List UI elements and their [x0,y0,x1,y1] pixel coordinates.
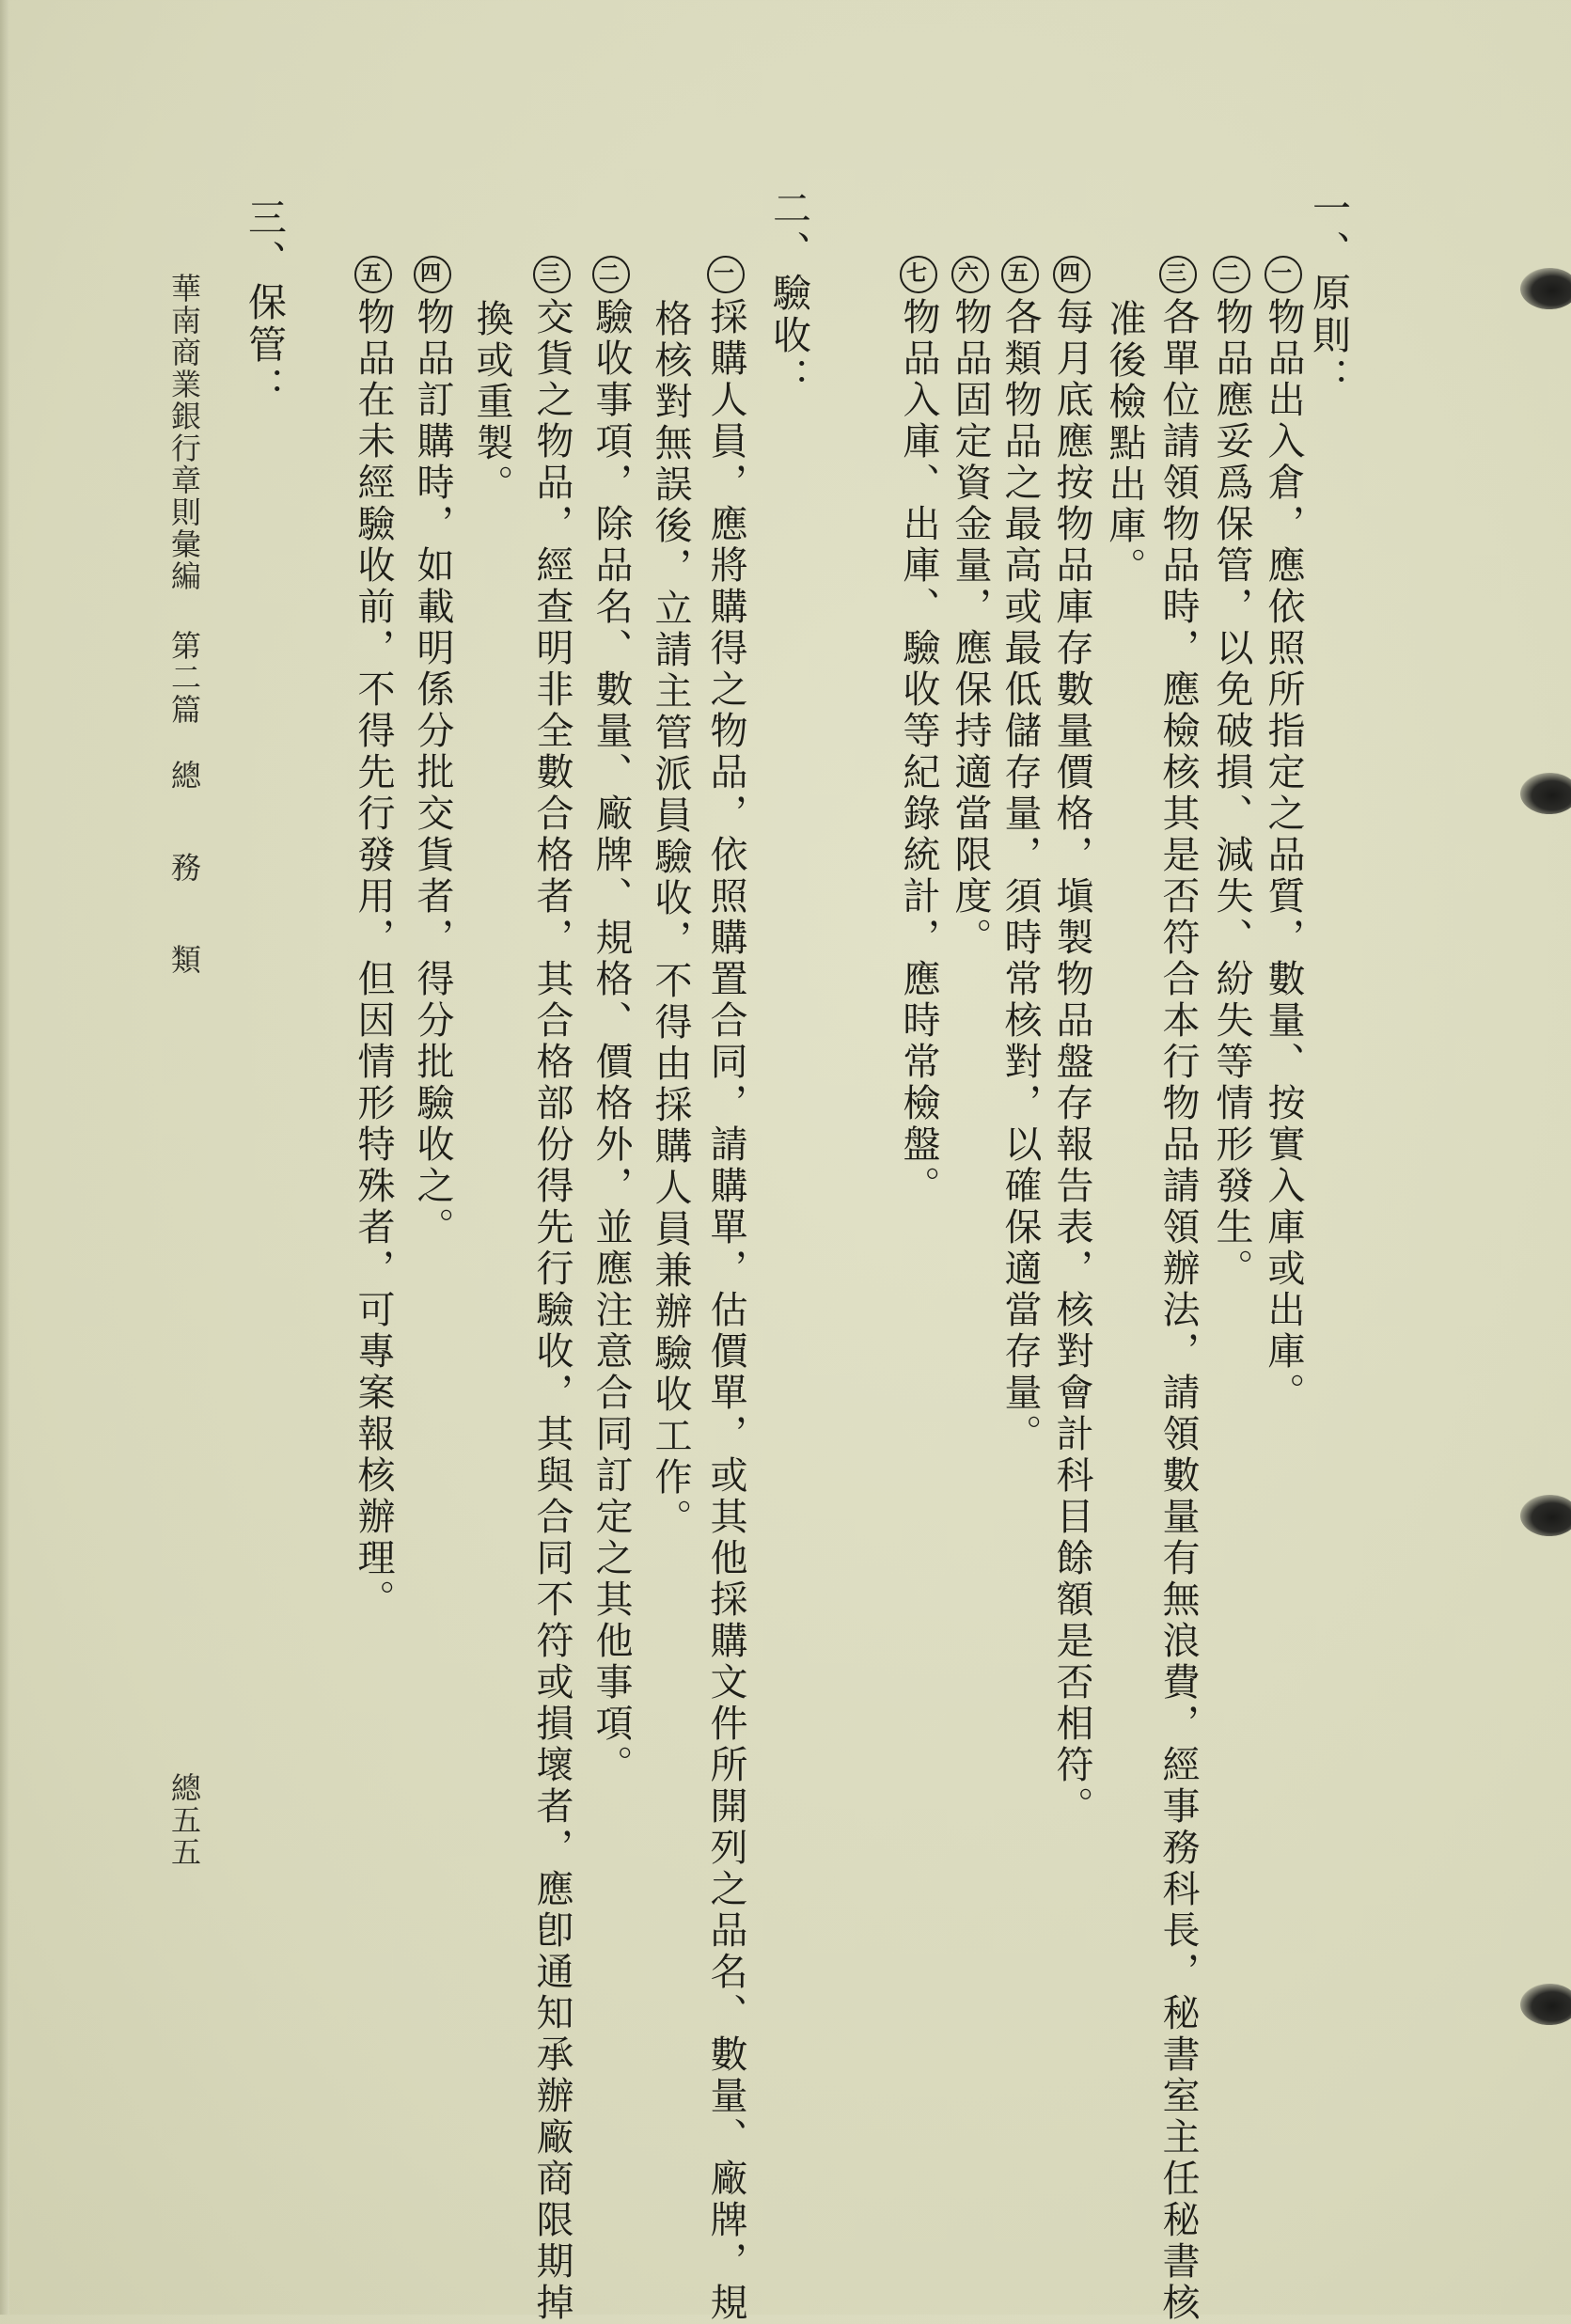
section-1-item-7 [897,256,940,1207]
item-text: 物品在未經驗收前，不得先行發用，但因情形特殊者，可專案報核辦理。 [352,297,395,1621]
circled-number-3: 三 [1159,256,1197,293]
binder-hole-icon [1520,268,1571,309]
circled-number-4: 四 [1053,256,1091,293]
item-text: 物品固定資金量，應保持適當限度。 [949,297,992,959]
item-text: 各類物品之最高或最低儲存量，須時常核對，以確保適當存量。 [998,297,1042,1455]
book-title: 華南商業銀行章則彙編 [166,273,202,592]
page-left-edge [0,0,9,2315]
category-char-2: 務 [166,852,202,884]
item-text: 物品入庫、出庫、驗收等紀錄統計，應時常檢盤。 [897,297,940,1207]
page-number: 總五五 [166,1772,202,1868]
item-text: 各單位請領物品時，應檢核其是否符合本行物品請領辦法，請領數量有無浪費，經事務科長，秘書室主任秘書核 [1156,297,1200,2324]
section-2-heading: 二、驗收： [766,188,811,400]
running-footer [166,273,202,976]
section-1-item-3 [1156,256,1200,2324]
item-text: 每月底應按物品庫存數量價格，塡製物品盤存報告表，核對會計科目餘額是否相符。 [1050,297,1093,1828]
section-2-item-1-continued: 格核對無誤後，立請主管派員驗收，不得由採購人員兼辦驗收工作。 [649,299,692,1540]
circled-number-2: 二 [1213,256,1250,293]
item-text: 驗收事項，除品名、數量、廠牌、規格、價格外，並應注意合同訂定之其他事項。 [589,297,633,1786]
binder-hole-icon [1520,773,1571,814]
circled-number-1: 一 [1265,256,1302,293]
circled-number-2: 二 [592,256,630,293]
circled-number-3: 三 [533,256,571,293]
circled-number-5: 五 [1001,256,1039,293]
binder-hole-icon [1520,1984,1571,2025]
section-2-item-2 [589,256,633,1786]
section-1-item-5 [998,256,1042,1455]
item-text: 物品出入倉，應依照所指定之品質，數量、按實入庫或出庫。 [1262,297,1305,1414]
category-char-1: 總 [166,760,202,792]
item-text: 物品訂購時，如載明係分批交貨者，得分批驗收之。 [411,297,454,1248]
section-1-item-3-continued: 准後檢點出庫。 [1103,299,1146,589]
circled-number-6: 六 [951,256,989,293]
item-text: 物品應妥爲保管，以免破損、減失、紛失等情形發生。 [1210,297,1253,1290]
item-text: 交貨之物品，經查明非全數合格者，其合格部份得先行驗收，其與合同不符或損壞者，應卽通知承辦廠商限期掉 [530,297,573,2324]
section-1-heading: 一、原則： [1306,188,1351,400]
section-1-item-6 [949,256,992,959]
category-char-3: 類 [166,944,202,976]
binder-hole-icon [1520,1495,1571,1536]
circled-number-4: 四 [414,256,451,293]
circled-number-7: 七 [900,256,937,293]
section-1-item-2 [1210,256,1253,1290]
section-1-item-1 [1262,256,1305,1414]
section-2-item-3 [530,256,573,2324]
circled-number-5: 五 [354,256,392,293]
section-3-heading: 三、保管： [242,197,287,409]
section-2-item-5 [352,256,395,1621]
section-2-item-3-continued: 換或重製。 [470,299,513,506]
section-2-item-1 [704,256,747,2324]
part-label: 第二篇 [166,630,202,726]
circled-number-1: 一 [707,256,745,293]
item-text: 採購人員，應將購得之物品，依照購置合同，請購單，估價單，或其他採購文件所開列之品名、數量、廠牌，規 [704,297,747,2324]
section-1-item-4 [1050,256,1093,1828]
section-2-item-4 [411,256,454,1248]
